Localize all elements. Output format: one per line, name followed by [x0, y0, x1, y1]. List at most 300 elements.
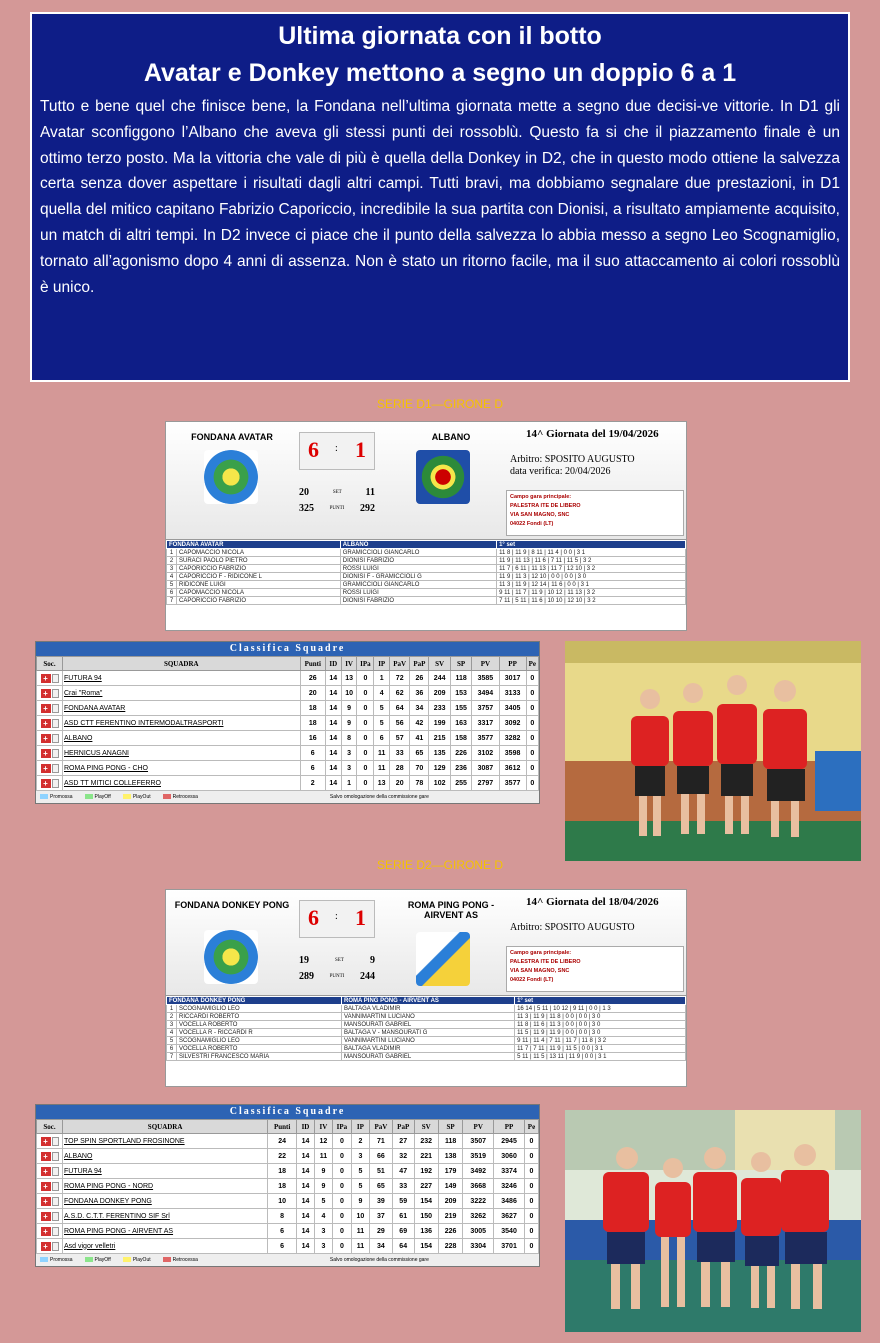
legend-item [85, 1257, 111, 1263]
legend-swatch [40, 1257, 48, 1262]
col-sets: 1° set [515, 997, 686, 1005]
standings-cell: 61 [392, 1209, 414, 1224]
club-icons [37, 671, 63, 686]
standings-cell: 0 [332, 1164, 351, 1179]
section-label-d2: SERIE D2—GIRONE D [376, 858, 504, 872]
standings-legend [36, 791, 539, 803]
document-icon[interactable] [52, 779, 59, 788]
standings-cell: 0 [524, 1194, 538, 1209]
game-number: 4 [167, 1029, 177, 1037]
legend-swatch [123, 1257, 131, 1262]
standings-header: Pe [526, 657, 538, 671]
game-away-player: BALTAGA V - MANSOURATI G [342, 1029, 515, 1037]
legend-item [123, 1257, 151, 1263]
document-icon[interactable] [52, 1212, 59, 1221]
standings-cell: 14 [325, 701, 341, 716]
document-icon[interactable] [52, 704, 59, 713]
standings-header: Soc. [37, 657, 63, 671]
standings-cell: 3492 [463, 1164, 494, 1179]
team-name-link[interactable]: ROMA PING PONG - CHO [63, 761, 301, 776]
home-team-logo [204, 930, 258, 984]
standings-cell: 5 [374, 716, 390, 731]
game-home-player: CAPORICCIO FABRIZIO [177, 565, 341, 573]
standings-cell: 9 [341, 716, 357, 731]
standings-header: IPa [332, 1120, 351, 1134]
away-points: 292 [359, 502, 375, 514]
standings-cell: 36 [410, 686, 429, 701]
document-icon[interactable] [52, 674, 59, 683]
match-score [299, 900, 375, 938]
team-name-link[interactable]: TOP SPIN SPORTLAND FROSINONE [63, 1134, 268, 1149]
article-body: Tutto e bene quel che finisce bene, la Fondana nell’ultima giornata mette a segno due decisi-ve vittorie. In D1 gli Avatar sconfiggono l’Albano che aveva gli stessi punti dei rossoblù. Questo fa si che il piazzamento finale è un ottimo terzo posto. Ma la vittoria che vale di più è quella della Donkey in D2, che in questo modo ottiene la salvezza certa senza dover aspettare i risultati dagli altri campi. Tutti bravi, ma dobbiamo segnalare due prestazioni, in D1 quella del mitico capitano Fabrizio Caporiccio, incredibile la sua partita con Dionisi, a risultato ampiamente acquisito, un match di altri tempi. In D2 invece ci piace che il punto della salvezza lo abbia messo a segno Leo Scognamiglio, tornato all’agonismo dopo 4 anni di assenza. Non è stato un ritorno facile, ma il suo attaccamento ai colori rossoblù è unico. [40, 98, 840, 296]
club-icons [37, 1194, 63, 1209]
standings-cell: 37 [369, 1209, 392, 1224]
standings-row [37, 671, 539, 686]
standings-cell: 34 [410, 701, 429, 716]
standings-cell: 2 [300, 776, 325, 791]
match-score [299, 432, 375, 470]
document-icon[interactable] [52, 734, 59, 743]
club-icons [37, 701, 63, 716]
standings-cell: 232 [414, 1134, 438, 1149]
standings-cell: 6 [268, 1239, 297, 1254]
club-icons [37, 776, 63, 791]
standings-cell: 59 [392, 1194, 414, 1209]
standings-cell: 3262 [463, 1209, 494, 1224]
match-games-table [166, 996, 686, 1061]
game-row [167, 573, 686, 581]
legend-item [85, 794, 111, 800]
club-icons [37, 746, 63, 761]
standings-row [37, 731, 539, 746]
standings-header: IV [341, 657, 357, 671]
standings-cell: 244 [429, 671, 450, 686]
standings-cell: 26 [300, 671, 325, 686]
standings-cell: 129 [429, 761, 450, 776]
standings-cell: 3507 [463, 1134, 494, 1149]
standings-cell: 255 [450, 776, 471, 791]
standings-row [37, 701, 539, 716]
club-icons [37, 716, 63, 731]
plus-icon[interactable]: + [41, 734, 51, 743]
standings-cell: 0 [526, 701, 538, 716]
standings-cell: 219 [438, 1209, 462, 1224]
legend-label: PlayOff [94, 1257, 111, 1263]
standings-cell: 71 [369, 1134, 392, 1149]
standings-row [37, 776, 539, 791]
plus-icon[interactable]: + [41, 1152, 51, 1161]
standings-cell: 3598 [499, 746, 526, 761]
game-home-player: SCOGNAMIGLIO LEO [177, 1005, 342, 1013]
team-photo-d1 [565, 641, 861, 861]
standings-cell: 149 [438, 1179, 462, 1194]
standings-cell: 5 [351, 1179, 369, 1194]
standings-cell: 18 [268, 1179, 297, 1194]
game-home-player: CAPOMACCIO NICOLA [177, 549, 341, 557]
standings-cell: 18 [268, 1164, 297, 1179]
game-number: 4 [167, 573, 177, 581]
standings-cell: 64 [392, 1239, 414, 1254]
game-set-scores: 5 11 | 11 5 | 13 11 | 11 9 | 0 0 | 3 1 [515, 1053, 686, 1061]
document-icon[interactable] [52, 1182, 59, 1191]
standings-cell: 158 [450, 731, 471, 746]
match-sheet-d1 [165, 421, 687, 631]
standings-cell: 29 [369, 1224, 392, 1239]
team-name-link[interactable]: FUTURA 94 [63, 1164, 268, 1179]
standings-cell: 228 [438, 1239, 462, 1254]
standings-cell: 5 [374, 701, 390, 716]
game-away-player: VANNIMARTINI LUCIANO [342, 1013, 515, 1021]
document-icon[interactable] [52, 1137, 59, 1146]
standings-cell: 154 [414, 1239, 438, 1254]
standings-cell: 3133 [499, 686, 526, 701]
standings-header: SP [450, 657, 471, 671]
club-icons [37, 761, 63, 776]
game-home-player: VOCELLA ROBERTO [177, 1045, 342, 1053]
standings-cell: 135 [429, 746, 450, 761]
standings-cell: 3222 [463, 1194, 494, 1209]
standings-header: SV [429, 657, 450, 671]
standings-cell: 3757 [472, 701, 499, 716]
standings-cell: 3585 [472, 671, 499, 686]
home-team-name: FONDANA AVATAR [191, 432, 273, 442]
game-row [167, 597, 686, 605]
standings-cell: 150 [414, 1209, 438, 1224]
standings-cell: 65 [369, 1179, 392, 1194]
standings-cell: 0 [357, 671, 374, 686]
plus-icon[interactable]: + [41, 1212, 51, 1221]
standings-cell: 51 [369, 1164, 392, 1179]
standings-cell: 3317 [472, 716, 499, 731]
standings-cell: 9 [351, 1194, 369, 1209]
game-number: 3 [167, 1021, 177, 1029]
col-home-team: FONDANA AVATAR [167, 541, 341, 549]
standings-cell: 3005 [463, 1224, 494, 1239]
plus-icon[interactable]: + [41, 1227, 51, 1236]
standings-cell: 0 [357, 761, 374, 776]
game-away-player: GRAMICCIOLI GIANCARLO [340, 581, 496, 589]
home-team-name: FONDANA DONKEY PONG [174, 900, 290, 910]
team-name-link[interactable]: Crai "Roma" [63, 686, 301, 701]
standings-cell: 102 [429, 776, 450, 791]
standings-cell: 3627 [494, 1209, 525, 1224]
game-set-scores: 9 11 | 11 7 | 11 9 | 10 12 | 11 13 | 3 2 [497, 589, 686, 597]
standings-cell: 6 [300, 761, 325, 776]
plus-icon[interactable]: + [41, 749, 51, 758]
standings-cell: 3612 [499, 761, 526, 776]
document-icon[interactable] [52, 1227, 59, 1236]
game-home-player: CAPOMACCIO NICOLA [177, 589, 341, 597]
game-row [167, 1029, 686, 1037]
game-home-player: VOCELLA ROBERTO [177, 1021, 342, 1029]
standings-cell: 78 [410, 776, 429, 791]
team-name-link[interactable]: ALBANO [63, 1149, 268, 1164]
points-label: PUNTI [329, 505, 345, 511]
standings-cell: 57 [390, 731, 410, 746]
document-icon[interactable] [52, 689, 59, 698]
plus-icon[interactable]: + [41, 689, 51, 698]
standings-cell: 3246 [494, 1179, 525, 1194]
standings-cell: 14 [325, 731, 341, 746]
standings-cell: 226 [438, 1224, 462, 1239]
document-icon[interactable] [52, 1167, 59, 1176]
standings-cell: 41 [410, 731, 429, 746]
article-title-line2: Avatar e Donkey mettono a segno un doppio 6 a 1 [143, 59, 737, 87]
game-home-player: CAPORICCIO F - RIDICONE L [177, 573, 341, 581]
document-icon[interactable] [52, 1197, 59, 1206]
plus-icon[interactable]: + [41, 1137, 51, 1146]
standings-cell: 3 [341, 746, 357, 761]
legend-item [40, 1257, 73, 1263]
legend-item [40, 794, 73, 800]
standings-cell: 3668 [463, 1179, 494, 1194]
standings-cell: 209 [429, 686, 450, 701]
match-sheet-d2 [165, 889, 687, 1087]
standings-cell: 3 [341, 761, 357, 776]
standings-header: Pe [524, 1120, 538, 1134]
standings-row [37, 1134, 539, 1149]
standings-header: SQUADRA [63, 657, 301, 671]
standings-cell: 1 [341, 776, 357, 791]
standings-cell: 3060 [494, 1149, 525, 1164]
game-row [167, 1013, 686, 1021]
plus-icon[interactable]: + [41, 1197, 51, 1206]
verify-date: data verifica: 20/04/2026 [510, 466, 611, 477]
standings-cell: 0 [524, 1149, 538, 1164]
standings-row [37, 1209, 539, 1224]
standings-cell: 28 [390, 761, 410, 776]
legend-item [163, 794, 198, 800]
standings-cell: 11 [351, 1224, 369, 1239]
standings-cell: 20 [390, 776, 410, 791]
document-icon[interactable] [52, 749, 59, 758]
club-icons [37, 1224, 63, 1239]
game-away-player: GRAMICCIOLI GIANCARLO [340, 549, 496, 557]
standings-cell: 163 [450, 716, 471, 731]
standings-cell: 6 [300, 746, 325, 761]
standings-header: Punti [300, 657, 325, 671]
referee-info [510, 922, 635, 934]
document-icon[interactable] [52, 1152, 59, 1161]
article-header [30, 12, 850, 382]
standings-cell: 0 [526, 686, 538, 701]
standings-cell: 56 [390, 716, 410, 731]
team-name-link[interactable]: ASD CTT FERENTINO INTERMODALTRASPORTI [63, 716, 301, 731]
game-set-scores: 11 5 | 11 9 | 11 9 | 0 0 | 0 0 | 3 0 [515, 1029, 686, 1037]
standings-cell: 14 [325, 716, 341, 731]
game-set-scores: 7 11 | 5 11 | 11 6 | 10 10 | 12 10 | 3 2 [497, 597, 686, 605]
document-icon[interactable] [52, 1242, 59, 1251]
game-home-player: SILVESTRI FRANCESCO MARIA [177, 1053, 342, 1061]
away-score: 1 [355, 905, 366, 930]
game-number: 5 [167, 581, 177, 589]
standings-cell: 0 [524, 1224, 538, 1239]
game-set-scores: 11 3 | 11 9 | 11 8 | 0 0 | 0 0 | 3 0 [515, 1013, 686, 1021]
plus-icon[interactable]: + [41, 674, 51, 683]
standings-cell: 14 [297, 1179, 315, 1194]
home-score: 6 [308, 437, 319, 462]
away-sets: 9 [369, 954, 375, 966]
team-name-link[interactable]: ROMA PING PONG - AIRVENT AS [63, 1224, 268, 1239]
game-away-player: MANSOURATI GABRIEL [342, 1053, 515, 1061]
game-number: 6 [167, 1045, 177, 1053]
home-points: 289 [299, 970, 314, 982]
standings-cell: 0 [332, 1239, 351, 1254]
team-name-link[interactable]: ASD TT MITICI COLLEFERRO [63, 776, 301, 791]
standings-cell: 0 [332, 1179, 351, 1194]
standings-cell: 5 [351, 1164, 369, 1179]
standings-cell: 3 [351, 1149, 369, 1164]
standings-cell: 0 [332, 1149, 351, 1164]
standings-header: ID [325, 657, 341, 671]
standings-cell: 221 [414, 1149, 438, 1164]
legend-item [123, 794, 151, 800]
standings-cell: 4 [374, 686, 390, 701]
standings-cell: 14 [297, 1209, 315, 1224]
standings-cell: 118 [438, 1134, 462, 1149]
club-icons [37, 686, 63, 701]
game-row [167, 1037, 686, 1045]
standings-cell: 11 [314, 1149, 332, 1164]
col-away-team: ALBANO [340, 541, 496, 549]
standings-cell: 0 [526, 671, 538, 686]
round-date: 14^ Giornata del 18/04/2026 [526, 896, 659, 908]
away-team-name: ROMA PING PONG - AIRVENT AS [407, 900, 495, 920]
standings-row [37, 1179, 539, 1194]
points-label: PUNTI [329, 973, 345, 979]
standings-cell: 138 [438, 1149, 462, 1164]
plus-icon[interactable]: + [41, 1182, 51, 1191]
team-name-link[interactable]: FONDANA DONKEY PONG [63, 1194, 268, 1209]
venue-line: PALESTRA ITE DE LIBERO [510, 959, 581, 965]
plus-icon[interactable]: + [41, 779, 51, 788]
score-separator: : [335, 911, 338, 922]
team-name-link[interactable]: Asd vigor velletri [63, 1239, 268, 1254]
standings-cell: 65 [410, 746, 429, 761]
game-set-scores: 11 8 | 11 9 | 8 11 | 11 4 | 0 0 | 3 1 [497, 549, 686, 557]
standings-cell: 11 [374, 746, 390, 761]
legend-label: Promossa [50, 794, 73, 800]
plus-icon[interactable]: + [41, 1242, 51, 1251]
game-away-player: ROSSI LUIGI [340, 565, 496, 573]
standings-cell: 209 [438, 1194, 462, 1209]
standings-cell: 3540 [494, 1224, 525, 1239]
document-icon[interactable] [52, 764, 59, 773]
standings-cell: 236 [450, 761, 471, 776]
standings-cell: 3374 [494, 1164, 525, 1179]
game-away-player: BALTAGA VLADIMIR [342, 1005, 515, 1013]
plus-icon[interactable]: + [41, 764, 51, 773]
standings-cell: 153 [450, 686, 471, 701]
venue-box [506, 946, 684, 992]
game-row [167, 565, 686, 573]
legend-label: Retrocessa [172, 794, 198, 800]
round-date: 14^ Giornata del 19/04/2026 [526, 428, 659, 440]
game-number: 2 [167, 1013, 177, 1021]
club-icons [37, 1164, 63, 1179]
plus-icon[interactable]: + [41, 704, 51, 713]
game-number: 1 [167, 1005, 177, 1013]
standings-cell: 4 [314, 1209, 332, 1224]
standings-cell: 33 [392, 1179, 414, 1194]
team-name-link[interactable]: FUTURA 94 [63, 671, 301, 686]
legend-swatch [85, 1257, 93, 1262]
standings-row [37, 716, 539, 731]
standings-cell: 0 [526, 731, 538, 746]
plus-icon[interactable]: + [41, 1167, 51, 1176]
standings-cell: 20 [300, 686, 325, 701]
game-home-player: SCOGNAMIGLIO LEO [177, 1037, 342, 1045]
game-set-scores: 16 14 | 5 11 | 10 12 | 9 11 | 0 0 | 1 3 [515, 1005, 686, 1013]
standings-cell: 39 [369, 1194, 392, 1209]
venue-line: Campo gara principale: [510, 950, 572, 956]
legend-label: Retrocessa [172, 1257, 198, 1263]
team-name-link[interactable]: ROMA PING PONG - NORD [63, 1179, 268, 1194]
game-away-player: DIONISI FABRIZIO [340, 557, 496, 565]
section-label-d1: SERIE D1—GIRONE D [376, 397, 504, 411]
standings-cell: 226 [450, 746, 471, 761]
standings-cell: 14 [325, 686, 341, 701]
game-home-player: RIDICONE LUIGI [177, 581, 341, 589]
legend-swatch [85, 794, 93, 799]
plus-icon[interactable]: + [41, 719, 51, 728]
home-sets: 20 [299, 486, 309, 498]
game-away-player: VANNIMARTINI LUCIANO [342, 1037, 515, 1045]
home-sets: 19 [299, 954, 309, 966]
standings-cell: 3701 [494, 1239, 525, 1254]
legend-item [163, 1257, 198, 1263]
game-set-scores: 11 7 | 7 11 | 11 9 | 11 5 | 0 0 | 3 1 [515, 1045, 686, 1053]
team-name-link[interactable]: ALBANO [63, 731, 301, 746]
standings-cell: 0 [332, 1224, 351, 1239]
standings-cell: 26 [410, 671, 429, 686]
document-icon[interactable] [52, 719, 59, 728]
standings-row [37, 1194, 539, 1209]
venue-line: VIA SAN MAGNO, SNC [510, 512, 570, 518]
game-number: 6 [167, 589, 177, 597]
standings-cell: 3494 [472, 686, 499, 701]
standings-cell: 0 [357, 731, 374, 746]
club-icons [37, 731, 63, 746]
standings-title: Classifica Squadre [36, 1105, 539, 1119]
col-home-team: FONDANA DONKEY PONG [167, 997, 342, 1005]
club-icons [37, 1209, 63, 1224]
team-name-link[interactable]: A.S.D. C.T.T. FERENTINO SIF Srl [63, 1209, 268, 1224]
standings-cell: 70 [410, 761, 429, 776]
home-team-logo [204, 450, 258, 504]
home-points: 325 [299, 502, 314, 514]
standings-cell: 14 [325, 761, 341, 776]
venue-line: VIA SAN MAGNO, SNC [510, 968, 570, 974]
score-separator: : [335, 443, 338, 454]
team-name-link[interactable]: FONDANA AVATAR [63, 701, 301, 716]
club-icons [37, 1134, 63, 1149]
standings-cell: 3102 [472, 746, 499, 761]
standings-cell: 3405 [499, 701, 526, 716]
standings-cell: 33 [390, 746, 410, 761]
standings-cell: 14 [297, 1134, 315, 1149]
standings-cell: 0 [524, 1239, 538, 1254]
standings-cell: 14 [297, 1194, 315, 1209]
legend-label: PlayOff [94, 794, 111, 800]
standings-row [37, 746, 539, 761]
standings-header: PV [463, 1120, 494, 1134]
standings-cell: 0 [357, 746, 374, 761]
legend-swatch [163, 1257, 171, 1262]
venue-line: 04022 Fondi (LT) [510, 977, 554, 983]
team-name-link[interactable]: HERNICUS ANAGNI [63, 746, 301, 761]
legend-swatch [40, 794, 48, 799]
